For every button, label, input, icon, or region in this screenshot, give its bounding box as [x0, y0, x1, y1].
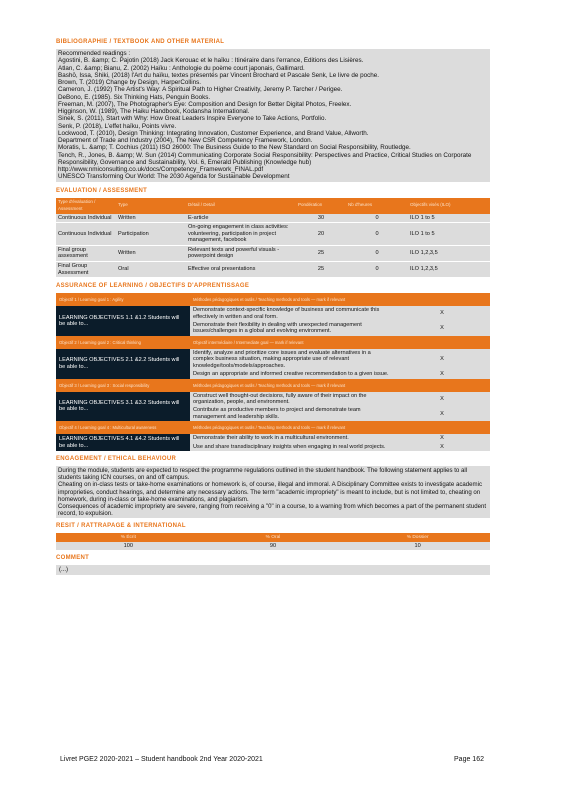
page-content — [56, 38, 490, 575]
comment-title: COMMENT — [56, 555, 90, 562]
resit-value: 90 — [201, 542, 346, 550]
eval-hours: 0 — [346, 223, 408, 246]
page-number: Page 162 — [454, 756, 484, 763]
eval-ilo: ILO 1 to 5 — [408, 223, 490, 246]
objective-item: Identify, analyze and prioritize core issues and evaluate alternatives in a complex business situation, making appropriate use of relevant knowledge/tools/models/approaches. — [190, 349, 394, 370]
goal-header-row — [56, 336, 490, 349]
objective-mark: X — [394, 349, 490, 370]
goal-header: Objectif 3 / Learning goal 3 : Social responsibility — [56, 379, 190, 392]
goal-header-methods: Méthodes pédagogiques et outils / Teaching methods and tools — mark if relevant — [190, 379, 490, 392]
eval-header-cell: Type — [116, 198, 186, 214]
goal-header-row — [56, 379, 490, 392]
eval-ilo: ILO 1 to 5 — [408, 214, 490, 223]
eval-hours: 0 — [346, 214, 408, 223]
eval-detail: E-article — [186, 214, 296, 223]
evaluation-title: EVALUATION / ASSESSMENT — [56, 187, 148, 194]
bib-line: Sinek, S. (2011), Start with Why: How Great Leaders Inspire Everyone to Take Actions, Portfolio. — [58, 115, 327, 123]
eval-ilo: ILO 1,2,3,5 — [408, 245, 490, 261]
bib-line: Moratis, L. &amp; T. Cochius (2011) ISO 26000: The Business Guide to the New Standard on Social Responsibility, Routledge. — [58, 144, 411, 152]
learning-objectives-table — [56, 293, 490, 451]
goal-header: Objectif 1 / Learning goal 1 : Agility — [56, 293, 190, 306]
bib-line: UNESCO Transforming Our World: The 2030 Agenda for Sustainable Development — [58, 173, 290, 181]
ethics-title: ENGAGEMENT / ETHICAL BEHAVIOUR — [56, 455, 177, 462]
objective-item: Design an appropriate and informed creative recommendation to a given issue. — [190, 370, 394, 378]
table-row — [56, 434, 490, 442]
ethics-box — [56, 466, 490, 518]
evaluation-table — [56, 198, 490, 279]
objective-mark: X — [394, 370, 490, 378]
bibliography-box — [56, 49, 490, 182]
table-row — [56, 223, 490, 246]
eval-weight: 25 — [296, 262, 346, 278]
goal-header-row — [56, 421, 490, 434]
bib-line: Department of Trade and Industry (2004), The New CSR Competency Framework, London. — [58, 137, 313, 144]
eval-hours: 0 — [346, 262, 408, 278]
resit-value: 10 — [345, 542, 490, 550]
table-row — [56, 262, 490, 278]
eval-type: Oral — [116, 262, 186, 278]
assurance-title: ASSURANCE OF LEARNING / OBJECTIFS D'APPRENTISSAGE — [56, 283, 250, 290]
eval-type: Written — [116, 245, 186, 261]
eval-ilo: ILO 1,2,3,5 — [408, 262, 490, 278]
bibliography-title: BIBLIOGRAPHIE / TEXTBOOK AND OTHER MATERIAL — [56, 39, 225, 45]
objective-mark: X — [394, 392, 490, 407]
eval-header-cell: Pondération — [296, 198, 346, 214]
table-row — [56, 245, 490, 261]
bib-line: Lockwood, T. (2010), Design Thinking: Integrating Innovation, Customer Experience, and Brand Value, Allworth. — [58, 129, 369, 137]
eval-assessment: Continuous Individual — [56, 223, 116, 246]
eval-detail: Relevant texts and powerful visuals - powerpoint design — [186, 245, 296, 261]
objective-item: Construct well thought-out decisions, fully aware of their impact on the organization, people, and environment. — [190, 392, 394, 407]
goal-header-methods: Objectif intermédiaire / Intermediate goal — mark if relevant — [190, 336, 490, 349]
goal-header-methods: Méthodes pédagogiques et outils / Teaching methods and tools — mark if relevant — [190, 421, 490, 434]
resit-value: 100 — [56, 542, 201, 550]
eval-type: Participation — [116, 223, 186, 246]
goal-header-row — [56, 293, 490, 306]
bib-line: Agostini, B. &amp; C. Pajotin (2018) Jack Kerouac et le haïku : Itinéraire dans l'errance, Éditions des Lisières. — [58, 57, 364, 65]
eval-type: Written — [116, 214, 186, 223]
goal-header: Objectif 4 / Learning goal 4 : Multicultural awareness — [56, 421, 190, 434]
resit-header-row — [56, 533, 490, 542]
objective-item: Contribute as productive members to project and demonstrate team management and leadership skills. — [190, 406, 394, 421]
resit-header-cell: % Oral — [201, 533, 346, 542]
eval-header-cell: Objectifs visés (ILO) — [408, 198, 490, 214]
ethics-paragraph: During the module, students are expected to respect the programme regulations outlined in the student handbook. The following statement applies to all students taking ICN courses, on and off campus. — [58, 466, 468, 482]
objective-mark: X — [394, 306, 490, 321]
eval-weight: 20 — [296, 223, 346, 246]
objective-mark: X — [394, 321, 490, 336]
ethics-paragraph: Cheating on in-class tests or take-home examinations or homework is, of course, illegal and immoral. A Disciplinary Committee exists to investigate academic improprieties, conduct hearings, and determine any necessary actions. The term "academic impropriety" is meant to include, but is not limited to, cheating on homework, during in-class or take-home examinations, and plagiarism. — [58, 481, 483, 503]
table-row — [56, 542, 490, 550]
bib-line: Higginson, W. (1989), The Haiku Handbook, Kodansha International. — [58, 108, 250, 115]
eval-assessment: Final group assessment — [56, 245, 116, 261]
eval-header-cell: Détail / Detail — [186, 198, 296, 214]
page-footer — [60, 756, 484, 763]
bib-line: Brown, T. (2019) Change by Design, HarperCollins. — [58, 79, 202, 86]
resit-table — [56, 533, 490, 550]
eval-header-cell: Nb d'heures — [346, 198, 408, 214]
eval-weight: 30 — [296, 214, 346, 223]
eval-header-cell: Type d'évaluation / Assessment — [56, 198, 116, 214]
table-row — [56, 306, 490, 321]
eval-detail: Effective oral presentations — [186, 262, 296, 278]
objective-item: Demonstrate context-specific knowledge of business and communicate this effectively in written and oral form. — [190, 306, 394, 321]
table-row — [56, 214, 490, 223]
bib-line: Bashō, Issa, Shiki, (2018) l'Art du haïku, textes présentés par Vincent Brochard et Pascale Senk, Le livre de poche. — [58, 71, 380, 79]
resit-header-cell: % Dossier — [345, 533, 490, 542]
resit-header-cell: % Écrit — [56, 533, 201, 542]
eval-assessment: Continuous Individual — [56, 214, 116, 223]
table-row — [56, 392, 490, 407]
table-row — [56, 349, 490, 370]
bib-line: DeBono, E. (1985). Six Thinking Hats, Penguin Books. — [58, 93, 211, 101]
objective-label: LEARNING OBJECTIVES 2.1 &2.2 Students will be able to... — [56, 349, 190, 379]
bib-line: Freeman, M. (2007), The Photographer's Eye: Composition and Design for Better Digital Photos, Freelex. — [58, 100, 352, 108]
eval-weight: 25 — [296, 245, 346, 261]
footer-handbook-title: Livret PGE2 2020-2021 – Student handbook 2nd Year 2020-2021 — [60, 756, 263, 763]
objective-item: Use and share transdisciplinary insights when engaging in real world projects. — [190, 443, 394, 451]
goal-header: Objectif 2 / Learning goal 2 : Critical thinking — [56, 336, 190, 349]
bib-line: Tench, R., Jones, B. &amp; W. Sun (2014) Communicating Corporate Social Responsibility: Perspectives and Practice, Critical Studies on Corporate Responsibility, Governance and Sustainability, Vol. 6, Emerald Publishing (Knowledge hub) — [58, 151, 472, 166]
objective-mark: X — [394, 406, 490, 421]
evaluation-header-row — [56, 198, 490, 214]
objective-label: LEARNING OBJECTIVES 3.1 &3.2 Students will be able to... — [56, 392, 190, 422]
objective-item: Demonstrate their ability to work in a multicultural environment. — [190, 434, 394, 442]
objective-item: Demonstrate their flexibility in dealing with unexpected management issues/challenges in a global and evolving environment. — [190, 321, 394, 336]
eval-assessment: Final Group Assessment — [56, 262, 116, 278]
objective-label: LEARNING OBJECTIVES 1.1 &1.2 Students will be able to... — [56, 306, 190, 336]
bib-line: Cameron, J. (1992) The Artist's Way: A Spiritual Path to Higher Creativity, Jeremy P. Tarcher / Perigee. — [58, 86, 343, 94]
objective-mark: X — [394, 434, 490, 442]
eval-hours: 0 — [346, 245, 408, 261]
bib-line: Atlan, C. &amp; Bianu, Z. (2002) Haïku : Anthologie du poème court japonais, Gallimard. — [58, 64, 305, 72]
objective-label: LEARNING OBJECTIVES 4.1 &4.2 Students will be able to... — [56, 434, 190, 451]
comment-box: (...) — [56, 565, 490, 575]
resit-title: RESIT / RATTRAPAGE & INTERNATIONAL — [56, 523, 186, 530]
bib-line: Recommended readings : — [58, 50, 131, 57]
eval-detail: On-going engagement in class activities: volunteering, participation in project management, facebook — [186, 223, 296, 246]
bib-link[interactable]: http://www.nmiconsulting.co.uk/docs/Competency_Framework_FINAL.pdf — [58, 166, 264, 173]
ethics-paragraph: Consequences of academic impropriety are severe, ranging from receiving a "0" in a course, to a warning from which becomes a part of the permanent student record, to expulsion. — [58, 502, 487, 518]
objective-mark: X — [394, 443, 490, 451]
goal-header-methods: Méthodes pédagogiques et outils / Teaching methods and tools — mark if relevant — [190, 293, 490, 306]
bib-line: Senk, P. (2018), L'effet haïku, Points vivre. — [58, 122, 177, 130]
